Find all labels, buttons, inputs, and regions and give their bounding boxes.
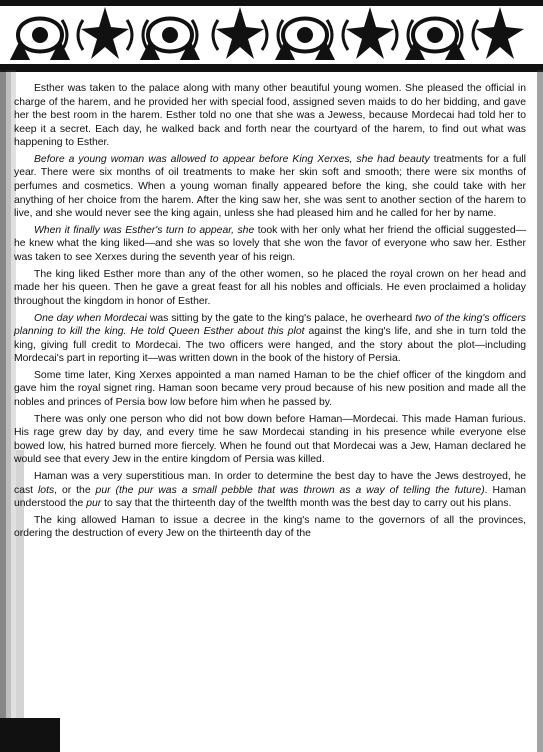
- paragraph-2: [14, 153, 526, 221]
- paragraph-8: [14, 470, 526, 511]
- paragraph-4: [14, 268, 526, 309]
- paragraph-1-body: Esther was taken to the palace along with many other beautiful young women. She pleased the official in charge of the harem, and he provided her with special food, assigned seven maids to do her bidding, and gave her the best room in the harem. Esther told no one that she was a Jewess, because Mordecai had told her to keep it a secret. Each day, he walked back and forth near the courtyard of the harem, to find out what was happening to Esther.: [14, 83, 526, 149]
- paragraph-5: [14, 312, 526, 366]
- scan-black-bar: [0, 718, 60, 752]
- paragraph-1: [14, 82, 526, 150]
- paragraph-2-italic-lead: Before a young woman was allowed to appear before King Xerxes, she had beauty: [34, 153, 430, 165]
- paragraph-8-body-3: . Haman understood the: [14, 484, 526, 510]
- paragraph-9-body: The king allowed Haman to issue a decree in the king's name to the governors of all the provinces, ordering the destruction of every Jew on the thirteenth day of the: [14, 514, 526, 540]
- paragraph-5-italic-middle: two of the king's officers planning to kill the king. He told Queen Esther about this plot: [14, 312, 527, 338]
- paragraph-6: [14, 369, 526, 410]
- paragraph-5-body-end: against the king's life, and she in turn told the king, giving full credit to Mordecai. The two officers were hanged, and the story about the plot—including Mordecai's part in reporting it—was written down in the book of the history of Persia.: [14, 326, 526, 365]
- paragraph-6-body: Some time later, King Xerxes appointed a man named Haman to be the chief officer of the kingdom and gave him the royal signet ring. Haman soon became very proud because of his new position and made all the nobles and princes of Persia bow low before him when he passed by.: [14, 369, 526, 408]
- paragraph-7: [14, 413, 526, 467]
- paragraph-3-italic-lead: When it finally was Esther's turn to appear, she: [34, 224, 255, 236]
- scan-noise-right: [533, 70, 543, 752]
- paragraph-5-body: was sitting by the gate to the king's palace, he overheard: [146, 312, 416, 324]
- paragraph-8-body: Haman was a very superstitious man. In order to determine the best day to have the Jews destroyed, he cast: [14, 471, 526, 496]
- paragraph-8-italic-pur-2: pur: [86, 498, 102, 510]
- paragraph-4-body: The king liked Esther more than any of the other women, so he placed the royal crown on her head and made her his queen. Then he gave a great feast for all his nobles and officials. He even proclaimed a holiday throughout the kingdom in honor of Esther.: [14, 268, 526, 307]
- paragraph-3-body: took with her only what her friend the official suggested—he knew what the king liked—and she was so lovely that she won the favor of everyone who saw her. Esther was taken to see Xerxes during the seventh year of his reign.: [14, 224, 526, 263]
- paragraph-8-body-4: to say that the thirteenth day of the twelfth month was the best day to carry out his plans.: [101, 498, 512, 510]
- paragraph-2-body: treatments for a full year. There were six months of oil treatments to make her skin soft and smooth; there were six months of perfumes and cosmetics. When a young woman finally appeared before the king, she could take with her anything of her choice from the harem. After the king saw her, she was sent to another section of the harem to live, and she would never see the king again, unless she had pleased him and he called for her by name.: [14, 153, 526, 220]
- story-text: [14, 82, 526, 544]
- paragraph-8-italic-pur: pur (the pur was a small pebble that was thrown as a way of telling the future): [95, 484, 485, 496]
- paragraph-8-italic-lots: lots: [38, 484, 55, 496]
- paragraph-9: [14, 514, 526, 541]
- paragraph-7-body: There was only one person who did not bow down before Haman—Mordecai. This made Haman furious. His rage grew day by day, and every time he saw Mordecai standing in his presence while everyone else bowed low, his hatred burned more fiercely. When he found out that Mordecai was a Jew, Haman declared he would see that every Jew in the entire kingdom of Persia was killed.: [14, 413, 526, 466]
- paragraph-3: [14, 224, 526, 265]
- paragraph-5-italic-lead: One day when Mordecai: [34, 312, 147, 324]
- paragraph-8-body-2: , or the: [54, 484, 96, 496]
- ornamental-banner: [0, 0, 543, 74]
